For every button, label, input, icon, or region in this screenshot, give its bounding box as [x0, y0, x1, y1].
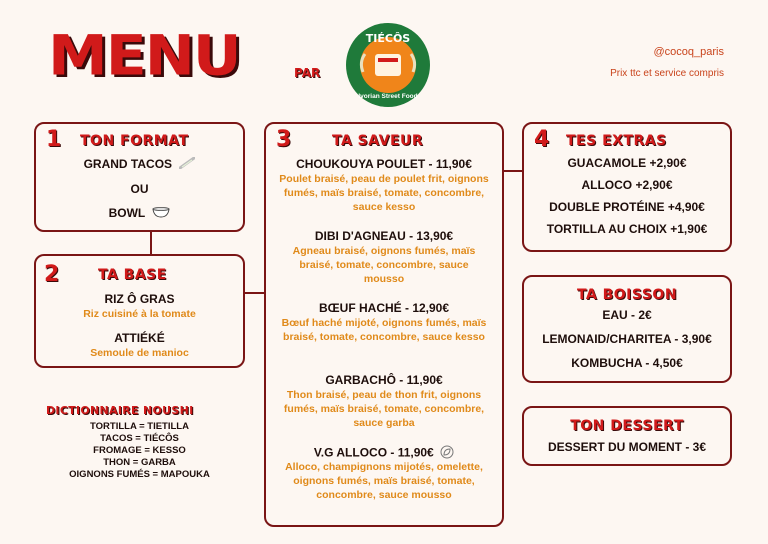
dictionnaire-line: TACOS = TIÉCÔS: [100, 433, 179, 444]
taco-icon: [179, 157, 195, 172]
dessert-item: DESSERT DU MOMENT - 3€: [547, 440, 706, 454]
instagram-handle: @cocoq_paris: [653, 46, 724, 58]
dictionnaire-line: TORTILLA = TIETILLA: [90, 421, 189, 432]
dictionnaire-title: DICTIONNAIRE NOUSHI: [46, 404, 194, 417]
base-item-desc: Riz cuisiné à la tomate: [83, 308, 196, 320]
dictionnaire-line: OIGNONS FUMÉS = MAPOUKA: [69, 469, 210, 480]
saveur-item-name: GARBACHÔ - 11,90€: [325, 373, 443, 387]
extras-item: DOUBLE PROTÉINE +4,90€: [549, 200, 705, 214]
format-title: TON FORMAT: [80, 133, 189, 149]
saveur-item-desc: Alloco, champignons mijotés, omelette, oignons fumés, maïs braisé, tomate, concombre, sauce mousso: [285, 461, 483, 501]
tiecos-logo: [345, 22, 431, 108]
dessert-box: [522, 406, 732, 466]
saveur-item-desc: Agneau braisé, oignons fumés, maïs braisé, tomate, concombre, sauce mousso: [292, 245, 476, 285]
logo-text: TIÉCÔS: [365, 32, 411, 45]
bowl-icon: [152, 206, 170, 221]
saveur-item-desc: Poulet braisé, peau de poulet frit, oignons fumés, maïs braisé, tomate, concombre, sauce kesso: [279, 173, 489, 213]
saveur-item-name: BŒUF HACHÉ - 12,90€: [318, 301, 450, 315]
format-item-grand-tacos: [34, 157, 245, 172]
base-title: TA BASE: [98, 267, 167, 283]
format-item-bowl: [34, 206, 245, 221]
connector-1-2: [150, 230, 152, 256]
extras-number: 4: [534, 127, 550, 152]
saveur-item-desc: Thon braisé, peau de thon frit, oignons fumés, maïs braisé, tomate, concombre, sauce garba: [283, 389, 485, 429]
saveur-item-name: V.G ALLOCO - 11,90€: [313, 445, 434, 460]
par-label: PAR: [294, 66, 321, 80]
format-item-bowl-label: BOWL: [108, 206, 146, 220]
extras-item: ALLOCO +2,90€: [581, 178, 673, 192]
boisson-title: TA BOISSON: [576, 287, 678, 303]
format-number: 1: [46, 127, 62, 152]
saveur-item-name: DIBI D'AGNEAU - 13,90€: [314, 229, 454, 243]
saveur-title: TA SAVEUR: [332, 133, 424, 149]
logo-subtext: Ivorian Street Food: [358, 93, 418, 100]
price-note: Prix ttc et service compris: [610, 68, 724, 79]
dictionnaire-line: THON = GARBA: [103, 457, 176, 468]
extras-title: TES EXTRAS: [566, 133, 667, 149]
saveur-number: 3: [276, 127, 292, 152]
dessert-title: TON DESSERT: [570, 418, 684, 434]
format-item-grand-tacos-label: GRAND TACOS: [83, 157, 173, 171]
saveur-item-desc: Bœuf haché mijoté, oignons fumés, maïs braisé, tomate, concombre, sauce kesso: [281, 317, 487, 343]
connector-3-4: [502, 170, 524, 172]
base-number: 2: [44, 262, 60, 287]
boisson-item: KOMBUCHA - 4,50€: [571, 356, 683, 370]
base-item-desc: Semoule de manioc: [90, 347, 189, 359]
format-item-ou: OU: [130, 182, 149, 196]
dictionnaire-line: FROMAGE = KESSO: [93, 445, 186, 456]
extras-item: TORTILLA AU CHOIX +1,90€: [546, 222, 708, 236]
boisson-item: EAU - 2€: [602, 308, 652, 322]
base-item-name: ATTIÉKÉ: [114, 331, 165, 345]
base-item-name: RIZ Ô GRAS: [104, 292, 175, 306]
boisson-item: LEMONAID/CHARITEA - 3,90€: [542, 332, 712, 346]
saveur-item-name: CHOUKOUYA POULET - 11,90€: [296, 157, 472, 171]
connector-2-3: [243, 292, 265, 294]
extras-item: GUACAMOLE +2,90€: [567, 156, 687, 170]
menu-title: MENU: [48, 23, 240, 89]
